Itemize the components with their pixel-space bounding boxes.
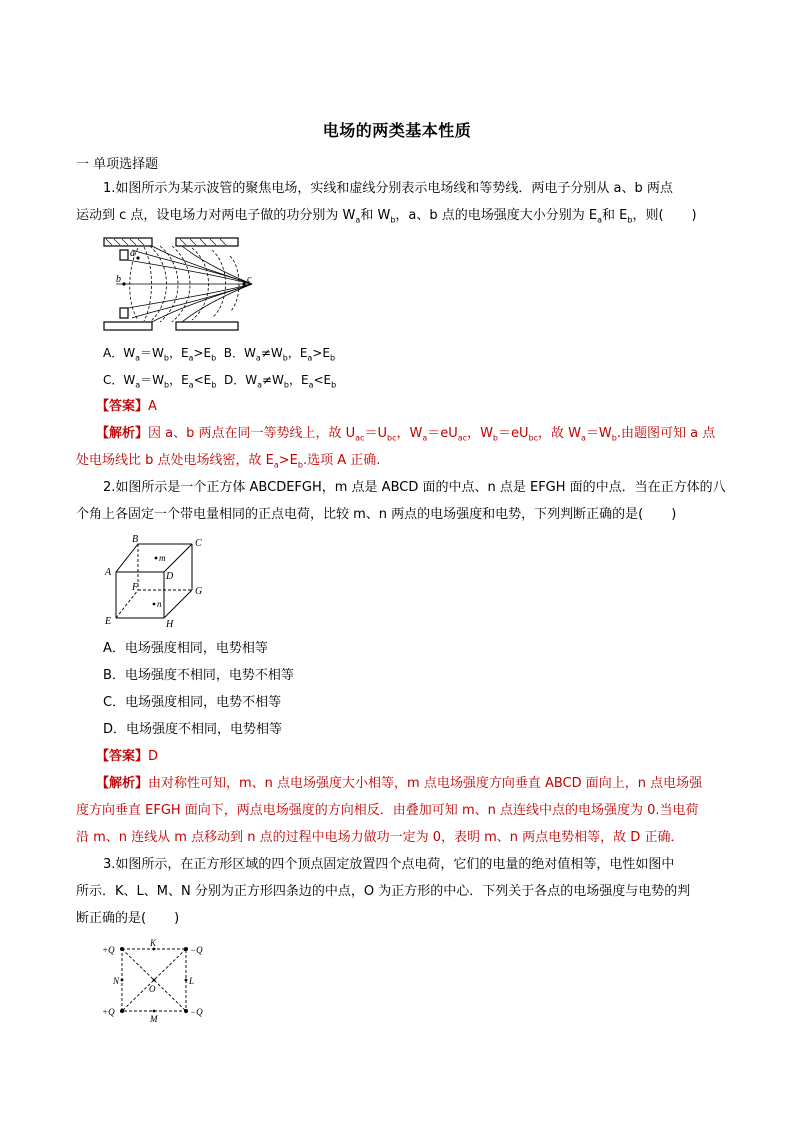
q3-fig-label-M: M <box>150 1014 158 1024</box>
page-title: 电场的两类基本性质 <box>322 121 472 140</box>
q1-fig-label-c: c <box>247 274 252 285</box>
q2-option-c: C．电场强度相同，电势不相等 <box>103 695 282 710</box>
q3-fig-label-N: N <box>113 976 120 986</box>
q2-option-b: B．电场强度不相同，电势不相等 <box>103 668 294 683</box>
q3-fig-label-K: K <box>150 938 157 948</box>
q3-fig-label-bottom-left-charge: +Q <box>102 1007 115 1017</box>
q2-fig-label-E: E <box>105 616 112 627</box>
q1-focusing-field-figure <box>102 236 260 334</box>
q2-stem-line1: 2.如图所示是一个正方体 ABCDEFGH，m 点是 ABCD 面的中点、n 点是 EFGH 面的中点．当在正方体的八 <box>103 480 726 495</box>
q1-stem-line1: 1.如图所示为某示波管的聚焦电场，实线和虚线分别表示电场线和等势线．两电子分别从 a、b 两点 <box>103 181 673 196</box>
q3-fig-label-bottom-right-charge: −Q <box>190 1007 203 1017</box>
section-heading: 一 单项选择题 <box>76 157 159 172</box>
q2-analysis-line2: 度方向垂直 EFGH 面向下，两点电场强度的方向相反．由叠加可知 m、n 点连线中点的电场强度为 0.当电荷 <box>76 803 699 818</box>
q2-option-d: D．电场强度不相同，电势相等 <box>103 722 283 737</box>
q1-stem-line2: 运动到 c 点，设电场力对两电子做的功分别为 $W_a$和 $W_b$，a、b 点的电场强度大小分别为 $E_a$和 $E_b$，则( ) <box>76 208 697 225</box>
q2-cube-figure <box>104 532 208 628</box>
q2-fig-label-H: H <box>166 619 174 628</box>
q3-stem-line3: 断正确的是( ) <box>76 911 180 926</box>
q2-analysis-line3: 沿 m、n 连线从 m 点移动到 n 点的过程中电场力做功一定为 0，表明 m、n 两点电势相等，故 D 正确． <box>76 830 684 845</box>
q2-stem-line2: 个角上各固定一个带电量相同的正点电荷，比较 m、n 两点的电场强度和电势，下列判断正确的是( ) <box>76 507 677 522</box>
q1-fig-label-a: a <box>130 248 135 259</box>
q2-answer: 【答案】D <box>96 749 159 764</box>
q1-options-row1: A．$W_a=W_b$，$E_a>E_b$ B．$W_a\ne W_b$，$E_a>E_b$ <box>103 346 336 363</box>
q3-fig-label-top-left-charge: +Q <box>102 945 115 955</box>
q1-analysis-line1: 【解析】因 a、b 两点在同一等势线上，故 $U_{ac}=U_{bc}$，$W_a=eU_{ac}$，$W_b=eU_{bc}$，故 $W_a=W_b$.由题图可知 a 点 <box>96 426 716 443</box>
q2-fig-label-A: A <box>105 567 112 578</box>
q3-fig-label-O: O <box>149 984 156 994</box>
q3-fig-label-top-right-charge: −Q <box>190 945 203 955</box>
q2-fig-label-m: m <box>159 553 166 563</box>
q1-analysis-line2: 处电场线比 b 点处电场线密，故 $E_a>E_b$.选项 A 正确. <box>76 453 381 470</box>
q2-analysis-line1: 【解析】由对称性可知，m、n 点电场强度大小相等，m 点电场强度方向垂直 ABCD 面向上，n 点电场强 <box>96 776 703 791</box>
q2-fig-label-C: C <box>195 538 202 549</box>
q2-fig-label-G: G <box>195 586 203 597</box>
q1-fig-label-b: b <box>116 274 121 285</box>
q1-answer: 【答案】A <box>96 399 157 414</box>
q1-options-row2: C．$W_a=W_b$，$E_a<E_b$ D．$W_a\ne W_b$，$E_a<E_b$ <box>103 373 337 390</box>
q2-fig-label-B: B <box>132 534 139 545</box>
q3-square-figure <box>100 938 212 1024</box>
q2-fig-label-D: D <box>166 571 174 582</box>
q2-fig-label-F: F <box>132 582 139 593</box>
q3-stem-line1: 3.如图所示，在正方形区域的四个顶点固定放置四个点电荷，它们的电量的绝对值相等，电性如图中 <box>103 857 675 872</box>
q3-stem-line2: 所示．K、L、M、N 分别为正方形四条边的中点，O 为正方形的中心．下列关于各点的电场强度与电势的判 <box>76 884 691 899</box>
q2-fig-label-n: n <box>157 599 162 609</box>
q2-option-a: A．电场强度相同，电势相等 <box>103 641 268 656</box>
q3-fig-label-L: L <box>189 976 195 986</box>
